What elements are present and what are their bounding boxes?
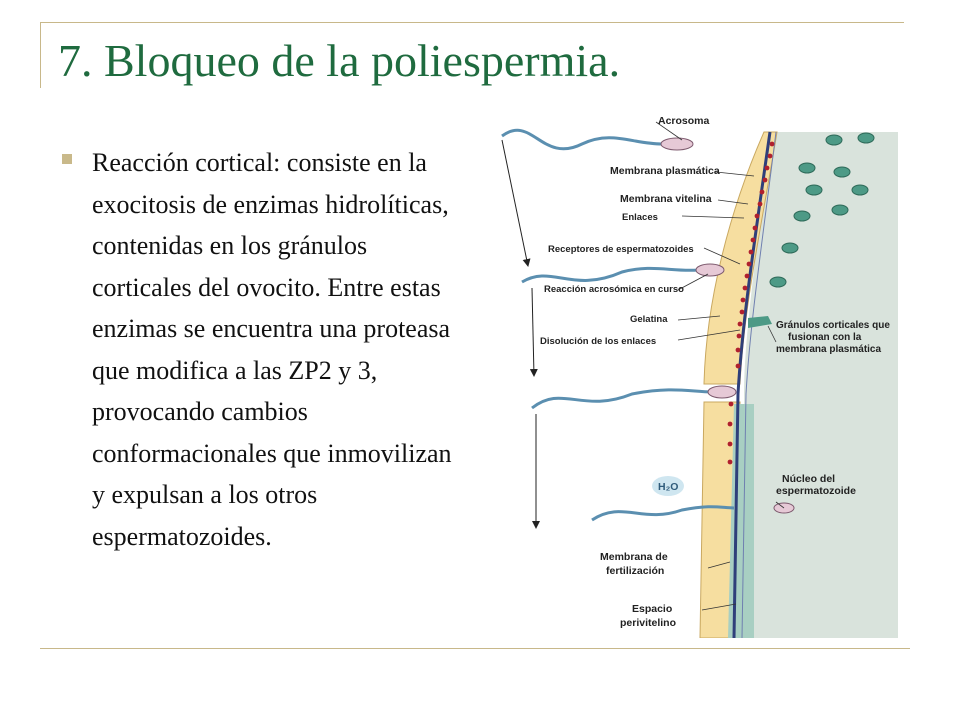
bullet-square-icon xyxy=(62,154,72,164)
sperm-1 xyxy=(502,130,662,149)
label-membrana-vitelina: Membrana vitelina xyxy=(620,193,712,205)
sperm-3-head xyxy=(708,386,736,398)
sperm-2-head xyxy=(696,264,724,276)
label-espacio-1: Espacio xyxy=(632,603,673,615)
sperm-2 xyxy=(522,268,698,282)
slide-body-text: Reacción cortical: consiste en la exocitosis de enzimas hidrolíticas, contenidas en los gránulos corticales del ovocito. Entre estas enzimas se encuentra una proteasa que modifica a las ZP2 y 3, provocando cambios conformacionales que inmovilizan y expulsan a los otros espermatozoides. xyxy=(92,148,452,551)
frame-top-line xyxy=(40,22,904,23)
label-enlaces: Enlaces xyxy=(622,212,658,223)
label-h2o: H₂O xyxy=(658,481,679,493)
cortical-reaction-diagram xyxy=(472,104,898,638)
label-nucleo-1: Núcleo del xyxy=(782,473,836,485)
label-granulos-3: membrana plasmática xyxy=(776,344,882,355)
frame-left-line xyxy=(40,22,41,88)
label-acrosoma: Acrosoma xyxy=(658,115,710,127)
process-arrow-2 xyxy=(532,288,534,376)
label-membrana-fert-1: Membrana de xyxy=(600,551,668,563)
label-disolucion: Disolución de los enlaces xyxy=(540,336,657,347)
label-granulos-1: Gránulos corticales que xyxy=(776,320,890,331)
label-reaccion: Reacción acrosómica en curso xyxy=(544,284,684,295)
label-granulos-2: fusionan con la xyxy=(788,332,862,343)
slide-title: 7. Bloqueo de la poliespermia. xyxy=(58,35,621,86)
label-nucleo-2: espermatozoide xyxy=(776,485,856,497)
label-receptores: Receptores de espermatozoides xyxy=(548,244,694,255)
label-espacio-2: perivitelino xyxy=(620,617,677,629)
sperm-3 xyxy=(532,390,712,408)
egg-cortex xyxy=(744,132,898,638)
process-arrow-1 xyxy=(502,140,528,266)
label-membrana-fert-2: fertilización xyxy=(606,565,665,577)
sperm-1-head xyxy=(661,138,693,150)
label-membrana-plasmatica: Membrana plasmática xyxy=(610,165,720,177)
label-gelatina: Gelatina xyxy=(630,314,668,325)
frame-bottom-line xyxy=(40,648,910,649)
